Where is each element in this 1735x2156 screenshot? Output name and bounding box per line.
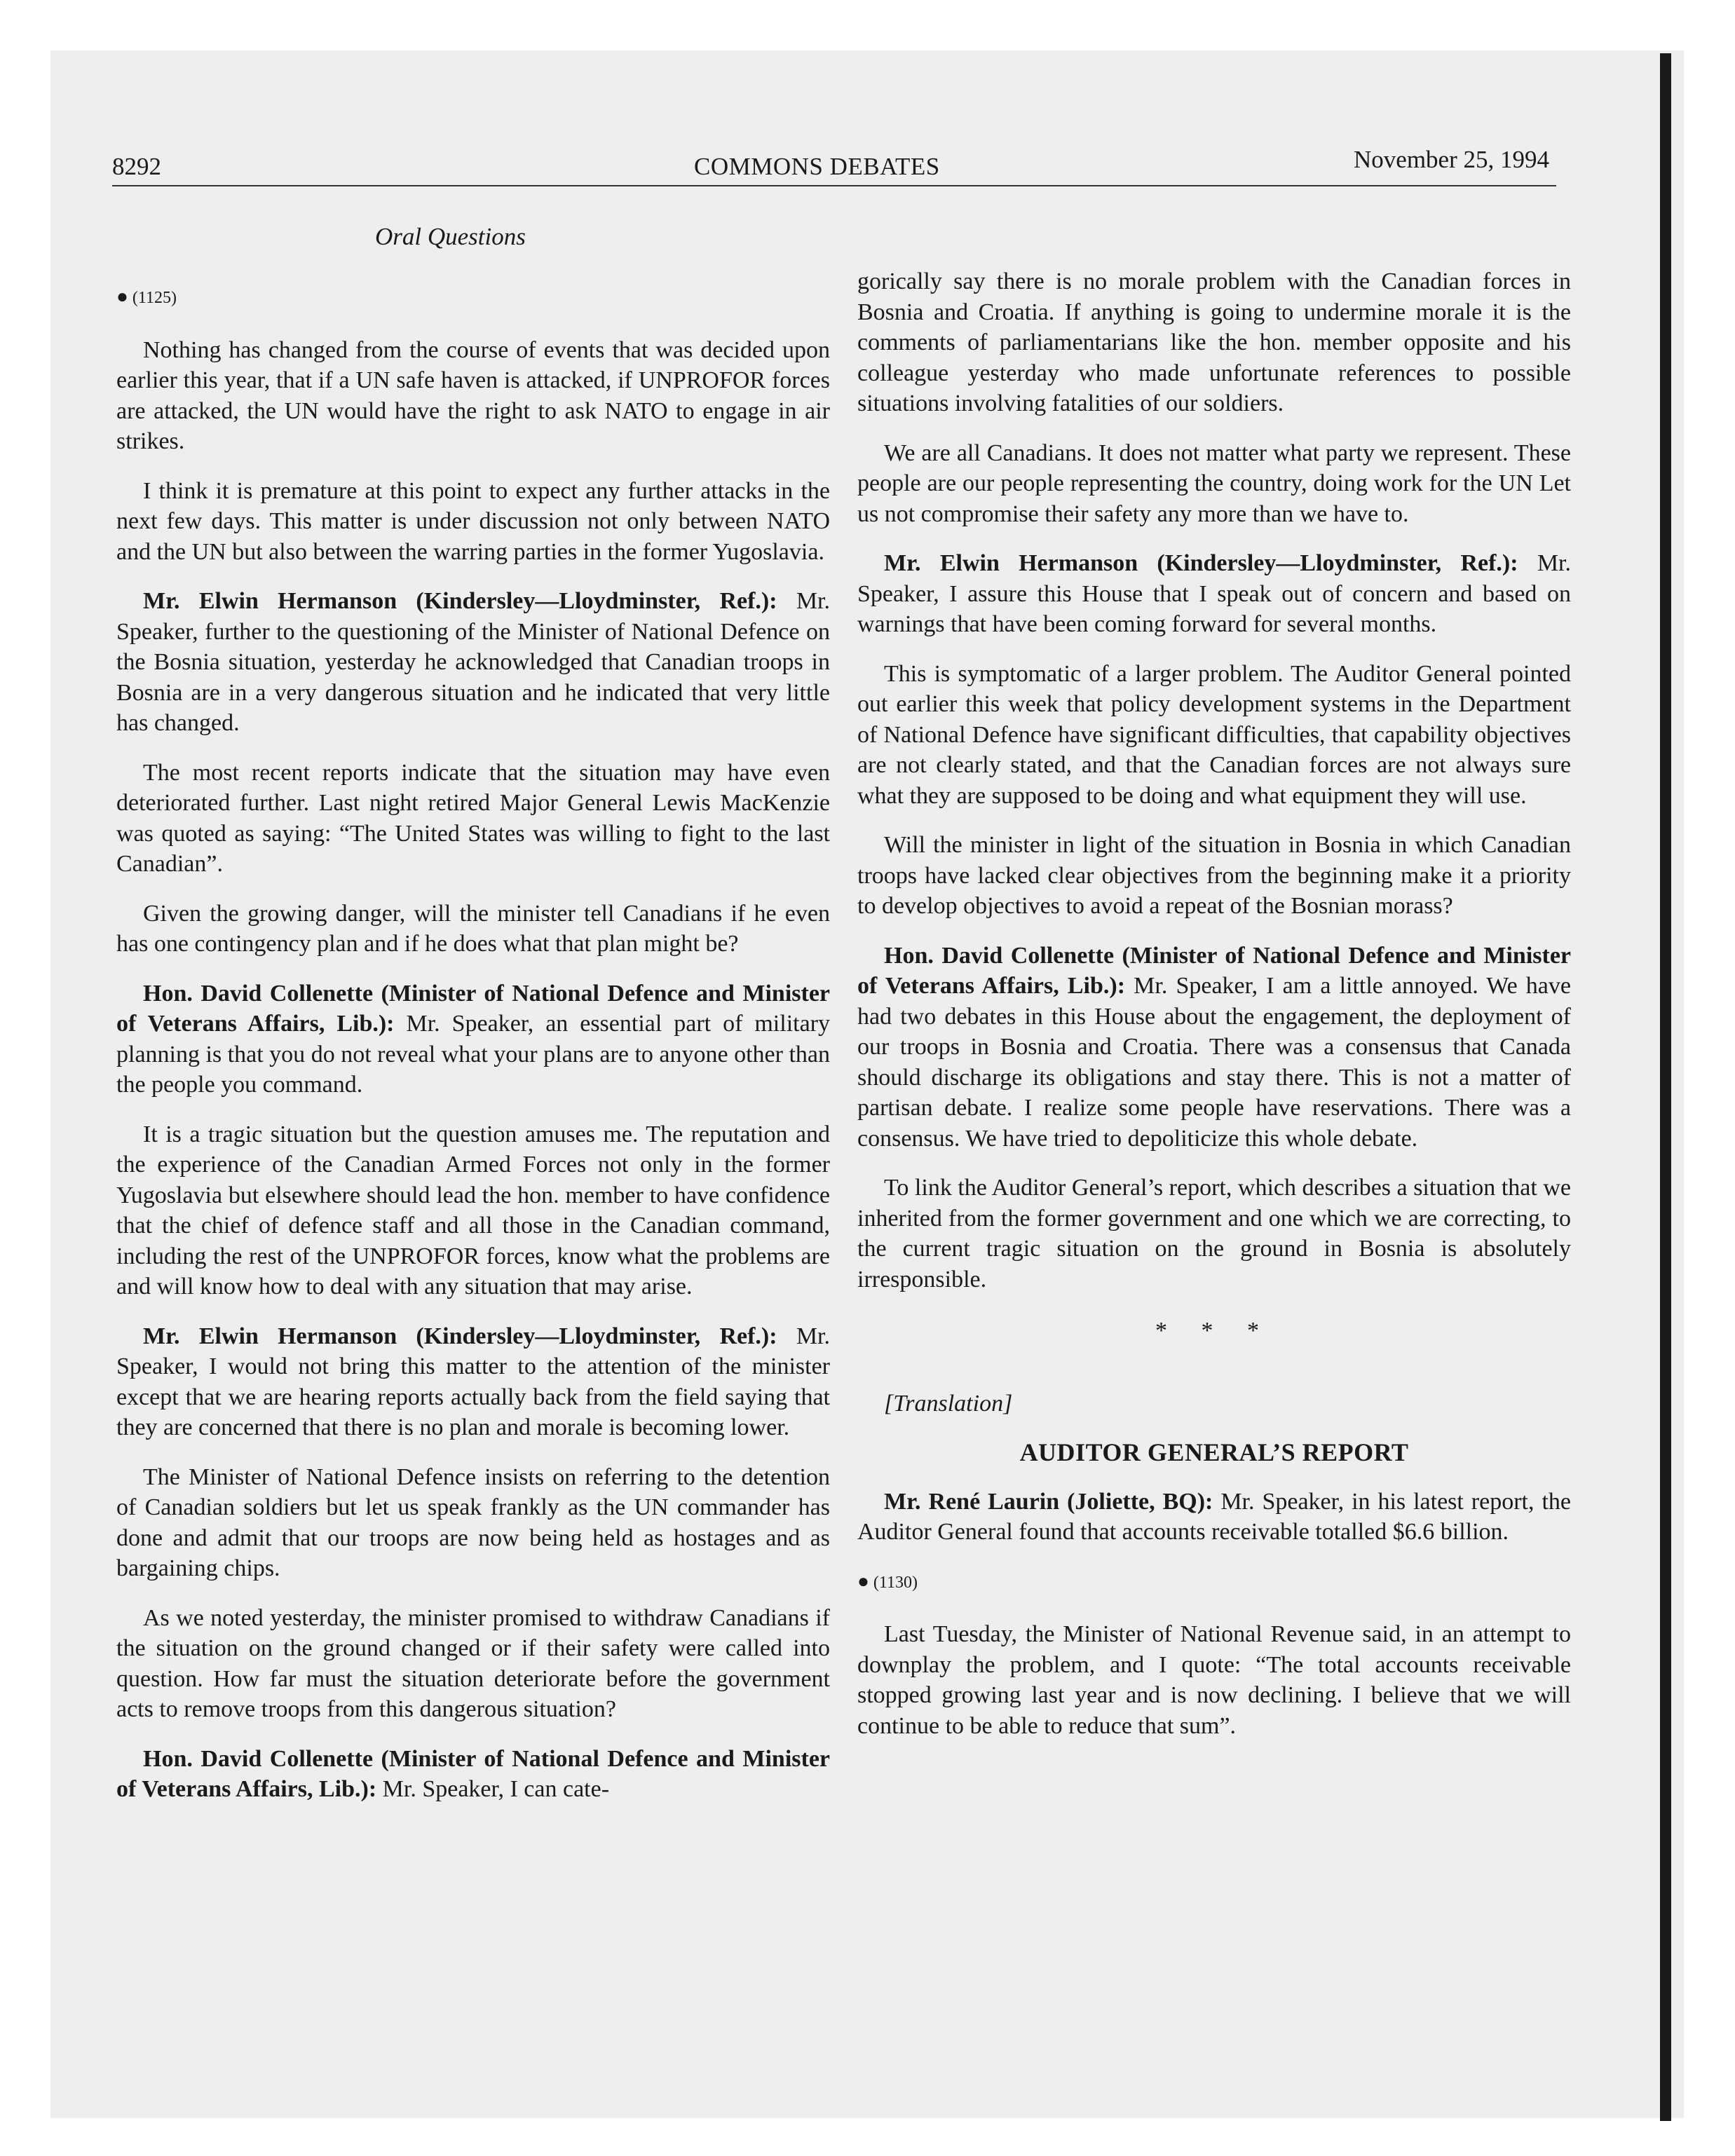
section-heading: Oral Questions: [375, 223, 526, 250]
paragraph: Will the minister in light of the situation in Bosnia in which Canadian troops have lacked clear objectives from the beginning make it a priority to develop objectives to avoid a repeat of the Bosnian morass?: [857, 832, 1571, 919]
speech-text: Mr. Speaker, I am a little annoyed. We have had two debates in this House about the engagement, the deployment of our troops in Bosnia and Croatia. There was a consensus that Canada should discharge its obligations and stay there. This is not a matter of partisan debate. I realize some people have reservations. There was a consensus. We have tried to depoliticize this whole debate.: [857, 973, 1571, 1152]
paragraph: The Minister of National Defence insists on referring to the detention of Canadian soldiers but let us speak frankly as the UN commander has done and admit that our troops are now being held as hostages and as bargaining chips.: [116, 1464, 830, 1581]
paragraph: The most recent reports indicate that the situation may have even deteriorated further. Last night retired Major General Lewis MacKenzie was quoted as saying: “The United States was willing to fight to the last Canadian”.: [116, 759, 830, 877]
speech-text: Mr. Speaker, an essential part of military planning is that you do not reveal what your plans are to anyone other than the people you command.: [116, 1011, 830, 1098]
translation-note: [Translation]: [884, 1390, 1013, 1417]
bullet-icon: ●: [116, 286, 128, 308]
paragraph: Given the growing danger, will the minister tell Canadians if he even has one contingency plan and if he does what that plan might be?: [116, 900, 830, 957]
speaker-name: Hon. David Collenette (Minister of National Defence and Minister of Veterans Affairs, Lib.):: [116, 1745, 830, 1802]
speech-text: Mr. Speaker, I can cate-: [376, 1776, 610, 1802]
paragraph: [857, 548, 1571, 640]
paragraph: [116, 1321, 830, 1443]
paragraph: This is symptomatic of a larger problem. The Auditor General pointed out earlier this week that policy development systems in the Department of National Defence have significant difficulties, that capability objectives are not clearly stated, and that the Canadian forces are not always sure what they are supposed to be doing and what equipment they will use.: [857, 660, 1571, 809]
page-number: 8292: [112, 153, 161, 180]
speech-text: Mr. Speaker, I assure this House that I speak out of concern and based on warnings that have been coming forward for several months.: [857, 550, 1571, 637]
paragraph: Last Tuesday, the Minister of National Revenue said, in an attempt to downplay the problem, and I quote: “The total accounts receivable stopped growing last year and is now declining. I believe that we will continue to be able to reduce that sum”.: [857, 1621, 1571, 1739]
bullet-icon: ●: [857, 1570, 869, 1592]
publication-date: November 25, 1994: [1354, 146, 1549, 173]
paragraph: Nothing has changed from the course of events that was decided upon earlier this year, that if a UN safe haven is attacked, if UNPROFOR forces are attacked, the UN would have the right to ask NATO to engage in air strikes.: [116, 336, 830, 454]
paragraph: To link the Auditor General’s report, which describes a situation that we inherited from the former government and one which we are correcting, to the current tragic situation on the ground in Bosnia is absolutely irresponsible.: [857, 1175, 1571, 1292]
paragraph: [116, 978, 830, 1100]
publication-title: COMMONS DEBATES: [694, 153, 940, 180]
speech-text: Mr. Speaker, further to the questioning of the Minister of National Defence on the Bosnia situation, yesterday he acknowledged that Canadian troops in Bosnia are in a very dangerous situation and he indicated that very little has changed.: [116, 588, 830, 736]
scan-edge-bar: [1660, 53, 1671, 2121]
paragraph: We are all Canadians. It does not matter what party we represent. These people are our people representing the country, doing work for the UN Let us not compromise their safety any more than we have to.: [857, 439, 1571, 527]
speaker-name: Hon. David Collenette (Minister of National Defence and Minister of Veterans Affairs, Lib.):: [116, 980, 830, 1037]
paragraph: I think it is premature at this point to expect any further attacks in the next few days. This matter is under discussion not only between NATO and the UN but also between the warring parties in the former Yugoslavia.: [116, 477, 830, 565]
time-marker: ● (1125): [116, 286, 177, 308]
paragraph: [857, 1487, 1571, 1548]
right-column: [857, 266, 1571, 1760]
paragraph: [116, 1744, 830, 1805]
paragraph: [116, 586, 830, 739]
page-header: [112, 139, 1549, 188]
paragraph: It is a tragic situation but the question amuses me. The reputation and the experience of the Canadian Armed Forces not only in the former Yugoslavia but elsewhere should lead the hon. member to have confidence that the chief of defence staff and all those in the Canadian command, including the rest of the UNPROFOR forces, know what the problems are and will know how to deal with any situation that may arise.: [116, 1121, 830, 1299]
left-column: [116, 266, 830, 1824]
speaker-name: Hon. David Collenette (Minister of National Defence and Minister of Veterans Affairs, Lib.):: [857, 942, 1571, 999]
time-marker: ● (1130): [857, 1570, 918, 1592]
paragraph: [857, 941, 1571, 1154]
paragraph: gorically say there is no morale problem with the Canadian forces in Bosnia and Croatia. If anything is going to undermine morale it is the comments of parliamentarians like the hon. member opposite and his colleague yesterday who made unfortunate references to possible situations involving fatalities of our soldiers.: [857, 268, 1571, 416]
header-rule: [112, 185, 1556, 186]
speaker-name: Mr. Elwin Hermanson (Kindersley—Lloydminster, Ref.):: [143, 588, 777, 614]
speech-text: Mr. Speaker, in his latest report, the Auditor General found that accounts receivable totalled $6.6 billion.: [857, 1488, 1571, 1545]
subsection-heading: AUDITOR GENERAL’S REPORT: [1019, 1438, 1409, 1466]
section-divider: * * *: [1155, 1318, 1273, 1344]
speaker-name: Mr. Elwin Hermanson (Kindersley—Lloydminster, Ref.):: [143, 1323, 777, 1349]
speaker-name: Mr. René Laurin (Joliette, BQ):: [884, 1488, 1213, 1515]
speech-text: Mr. Speaker, I would not bring this matter to the attention of the minister except that we are hearing reports actually back from the field saying that they are concerned that there is no plan and morale is becoming lower.: [116, 1323, 830, 1440]
paragraph: As we noted yesterday, the minister promised to withdraw Canadians if the situation on the ground changed or if their safety were called into question. How far must the situation deteriorate before the government acts to remove troops from this dangerous situation?: [116, 1604, 830, 1722]
speaker-name: Mr. Elwin Hermanson (Kindersley—Lloydminster, Ref.):: [884, 550, 1518, 576]
